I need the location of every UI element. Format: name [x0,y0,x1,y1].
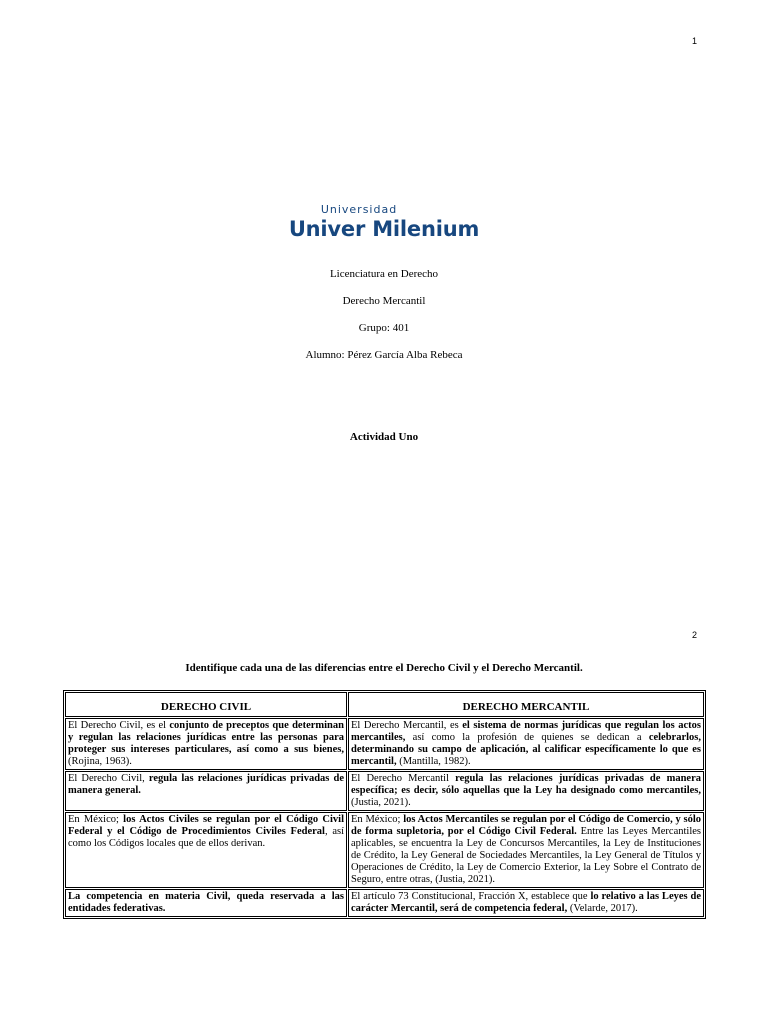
logo-line-universidad: Universidad [320,203,398,216]
header-derecho-mercantil: DERECHO MERCANTIL [348,692,704,717]
cell-text: (Rojina, 1963). [68,756,132,767]
instruction-text: Identifique cada una de las diferencias entre el Derecho Civil y el Derecho Mercantil. [185,662,583,674]
header-derecho-civil: DERECHO CIVIL [65,692,347,717]
degree-line: Licenciatura en Derecho [329,268,439,280]
cell-text: Entre las Leyes Mercantiles aplicables, se encuentra la Ley de Concursos Mercantiles, la Ley de Instituciones de Crédito, la Ley General de Sociedades Mercantiles, la Ley General de Títulos y Operaciones de Crédito, la Ley de Comercio Exterior, la Ley Sobre el Contrato de Seguro, entre otras, (Justia, 2021). [351,826,701,885]
table-header-row [65,692,704,717]
cell-text: el sistema de normas jurídicas que regulan los actos mercantiles, [351,720,701,743]
cell-text: El Derecho Civil, es el [68,720,170,731]
cell-text: los Actos Mercantiles se regulan por el Código de Comercio, y sólo de forma supletoria, por el Código Civil Federal. [351,814,701,837]
cell-civil [65,718,347,770]
page-number: 2 [692,630,698,640]
table-row [65,771,704,811]
cell-text: (Mantilla, 1982). [396,756,471,767]
table-row [65,812,704,888]
cell-mercantil [348,771,704,811]
page-number: 1 [692,36,698,46]
student-line: Alumno: Pérez García Alba Rebeca [305,349,463,361]
cell-civil [65,889,347,917]
cell-text: , así como los Códigos locales que de ellos derivan. [68,826,344,849]
cell-mercantil [348,812,704,888]
cell-text: El Derecho Civil, [68,773,149,784]
cell-mercantil [348,718,704,770]
cell-text: regula las relaciones jurídicas privadas de manera general. [68,773,344,796]
cell-text: (Velarde, 2017). [567,903,638,914]
cell-civil [65,812,347,888]
cell-text: La competencia en materia Civil, queda reservada a las entidades federativas. [68,891,344,914]
activity-title: Actividad Uno [349,431,419,443]
comparison-table [63,690,706,919]
cell-civil [65,771,347,811]
cell-mercantil [348,889,704,917]
cell-text: así como la profesión de quienes se dedican a [405,732,649,743]
table-row [65,889,704,917]
university-logo [0,203,768,241]
cell-text: regula las relaciones jurídicas privadas de manera específica; es decir, sólo aquellas que la Ley ha designado como mercantiles, [351,773,701,796]
cell-text: El Derecho Mercantil [351,773,456,784]
cell-text: lo relativo a las Leyes de carácter Mercantil, será de competencia federal, [351,891,701,914]
cell-text: (Justia, 2021). [351,797,411,808]
cell-text: El Derecho Mercantil, es [351,720,463,731]
table-row [65,718,704,770]
cell-text: En México; [351,814,404,825]
cell-text: El artículo 73 Constitucional, Fracción X, establece que [351,891,591,902]
cell-text: celebrarlos, determinando su campo de aplicación, al calificar específicamente lo que es mercantil, [351,732,701,767]
subject-line: Derecho Mercantil [342,295,426,307]
logo-line-name: Univer Milenium [288,217,480,241]
cell-text: los Actos Civiles se regulan por el Código Civil Federal y el Código de Procedimientos Civiles Federal [68,814,344,837]
cell-text: En México; [68,814,124,825]
group-line: Grupo: 401 [358,322,410,334]
cell-text: conjunto de preceptos que determinan y regulan las relaciones jurídicas entre las personas para proteger sus intereses particulares, así como a sus bienes, [68,720,344,755]
